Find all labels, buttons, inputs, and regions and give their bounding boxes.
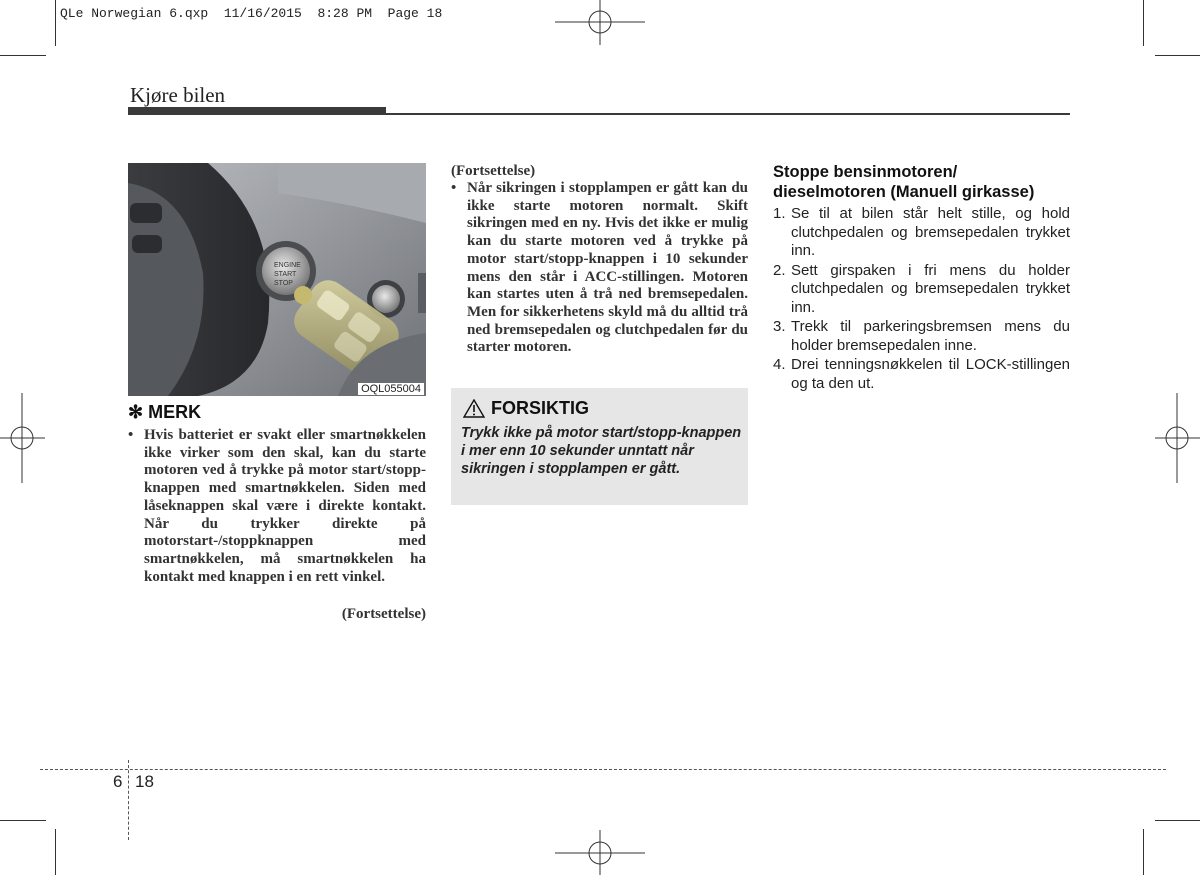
caution-box bbox=[451, 388, 748, 505]
print-slug: QLe Norwegian 6.qxp 11/16/2015 8:28 PM Page 18 bbox=[60, 6, 443, 21]
list-item bbox=[773, 356, 1070, 393]
registration-mark-top bbox=[555, 0, 645, 45]
note-bullet bbox=[128, 427, 426, 586]
column2-continued: (Fortsettelse) bbox=[451, 163, 536, 179]
note-title bbox=[128, 402, 201, 423]
footer-dashed-divider bbox=[128, 760, 129, 840]
steering-wheel-illustration bbox=[128, 163, 426, 396]
stop-engine-steps bbox=[773, 205, 1070, 394]
chapter-number: 6 bbox=[113, 772, 123, 791]
page-number: 18 bbox=[135, 772, 154, 791]
button-text-2: START bbox=[274, 271, 297, 278]
step-number: 1. bbox=[773, 205, 786, 222]
figure-code: OQL055004 bbox=[358, 383, 424, 395]
step-text: Se til at bilen står helt stille, og hold clutchpedalen og bremsepedalen trykket inn. bbox=[791, 205, 1070, 259]
column2-text: Når sikringen i stopplampen er gått kan du ikke starte motoren normalt. Skift sikringen med en ny. Hvis det ikke er mulig kan du starte motoren ved å trykke på motor start/stopp-knappen i 10 sekunder mens den står i ACC-stillingen. Motoren kan startes uten å trå ned bremsepedalen. Men for sikkerhetens skyld må du alltid trå ned bremsepedalen og clutchpedalen før du starter motoren. bbox=[467, 180, 748, 356]
list-item bbox=[773, 262, 1070, 318]
list-item bbox=[773, 205, 1070, 261]
button-text-3: STOP bbox=[274, 280, 293, 287]
note-text: Hvis batteriet er svakt eller smartnøkkelen ikke virker som den skal, kan du starte motoren ved å trykke på motor start/stopp-knappen med smartnøkkelen. Siden med låseknappen skal være i direkte kontakt. Når du trykker direkte på motorstart-/stoppknappen med smartnøkkelen, må smartnøkkelen ha kontakt med knappen i en rett vinkel. bbox=[144, 427, 426, 585]
asterisk-icon: ✻ bbox=[128, 402, 144, 422]
smart-key-photo bbox=[128, 163, 426, 396]
bullet-icon: • bbox=[128, 427, 134, 443]
step-text: Trekk til parkeringsbremsen mens du holder bremsepedalen inne. bbox=[791, 318, 1070, 354]
list-item bbox=[773, 318, 1070, 355]
note-title-text: MERK bbox=[148, 402, 202, 422]
section-title: Kjøre bilen bbox=[130, 83, 226, 107]
step-text: Sett girspaken i fri mens du holder clutchpedalen og bremsepedalen trykket inn. bbox=[791, 261, 1070, 316]
step-number: 2. bbox=[773, 261, 786, 279]
step-text: Drei tenningsnøkkelen til LOCK-stillingen og ta den ut. bbox=[791, 356, 1070, 392]
stop-engine-heading: Stoppe bensinmotoren/ dieselmotoren (Manuell girkasse) bbox=[773, 163, 1035, 201]
step-number: 3. bbox=[773, 318, 786, 335]
caution-title-text: FORSIKTIG bbox=[491, 398, 589, 418]
warning-triangle-icon bbox=[463, 399, 485, 418]
caution-title bbox=[463, 398, 589, 419]
registration-mark-left bbox=[0, 393, 45, 483]
caution-text: Trykk ikke på motor start/stopp-knappen i mer enn 10 sekunder unntatt når sikringen i stopplampen er gått. bbox=[461, 425, 742, 477]
bullet-icon: • bbox=[451, 180, 457, 196]
registration-mark-right bbox=[1155, 393, 1200, 483]
column2-bullet bbox=[451, 180, 748, 357]
step-number: 4. bbox=[773, 356, 786, 373]
button-text-1: ENGINE bbox=[274, 262, 301, 269]
note-continued: (Fortsettelse) bbox=[341, 606, 426, 622]
registration-mark-bottom bbox=[555, 830, 645, 875]
header-rule-thin bbox=[128, 113, 1070, 115]
footer-dashed-rule bbox=[40, 769, 1166, 770]
